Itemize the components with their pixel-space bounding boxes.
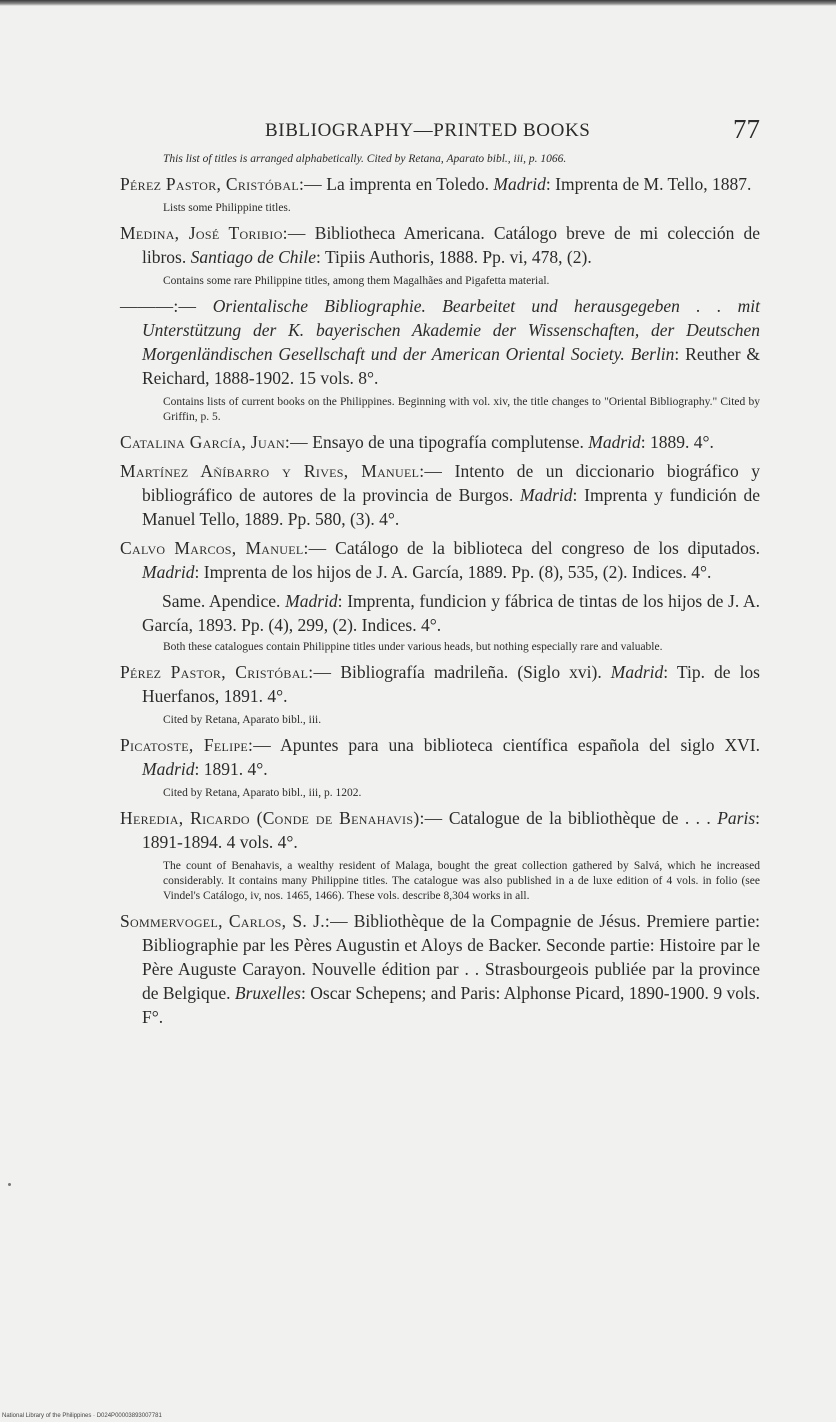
- bibliography-entry: [120, 806, 760, 854]
- entry-imprint: : Imprenta, fundicion y fábrica de tintas de los hijos de J. A. García, 1893. Pp. (4), 299, (2). Indices. 4°.: [142, 591, 760, 635]
- entry-title: Intento de un diccionario biográfico y bibliográfico de autores de la provincia de Burgos.: [142, 461, 760, 505]
- entry-supplement: [142, 589, 760, 637]
- entry-note: Contains lists of current books on the Philippines. Beginning with vol. xiv, the title changes to "Oriental Bibliography." Cited by Griffin, p. 5.: [163, 396, 760, 423]
- entry-note: Both these catalogues contain Philippine titles under various heads, but nothing especially rare and valuable.: [163, 641, 663, 653]
- entry-title: Apuntes para una biblioteca científica española del siglo XVI.: [280, 735, 760, 755]
- entry-imprint: : Oscar Schepens; and Paris: Alphonse Picard, 1890-1900. 9 vols. F°.: [142, 983, 761, 1027]
- entry-author: ———:—: [120, 296, 197, 316]
- entry-place: Santiago de Chile: [190, 247, 317, 267]
- entry-title: Catalogue de la bibliothèque de . . .: [448, 808, 711, 828]
- entry-place: Berlin: [630, 344, 675, 364]
- entry-place: Madrid: [520, 485, 573, 505]
- entry-imprint: : Imprenta y fundición de Manuel Tello, 1889. Pp. 580, (3). 4°.: [142, 485, 760, 529]
- entry-place: Madrid: [493, 174, 546, 194]
- entry-imprint: : Imprenta de M. Tello, 1887.: [545, 174, 752, 194]
- entry-title: Same. Apendice.: [162, 591, 281, 611]
- entry-place: Madrid: [142, 562, 195, 582]
- entry-note: Lists some Philippine titles.: [163, 202, 291, 214]
- entry-imprint: : Imprenta de los hijos de J. A. García, 1889. Pp. (8), 535, (2). Indices. 4°.: [194, 562, 712, 582]
- entry-author: Heredia, Ricardo (Conde de Benahavis):—: [120, 808, 443, 828]
- entry-author: Calvo Marcos, Manuel:—: [120, 538, 327, 558]
- entry-imprint: : 1889. 4°.: [640, 432, 714, 452]
- entry-author: Martínez Añíbarro y Rives, Manuel:—: [120, 461, 443, 481]
- bibliography-entry: [120, 172, 760, 196]
- bibliography-entries: [120, 152, 760, 1029]
- entry-place: Madrid: [285, 591, 338, 611]
- entry-place: Paris: [717, 808, 756, 828]
- running-head-title: BIBLIOGRAPHY—PRINTED BOOKS: [265, 120, 591, 141]
- bibliography-entry: [120, 430, 760, 454]
- entry-note: Cited by Retana, Aparato bibl., iii.: [163, 714, 322, 726]
- entry-imprint: : 1891. 4°.: [194, 759, 268, 779]
- book-page: [120, 112, 760, 1034]
- running-head: [120, 112, 760, 152]
- entry-title: La imprenta en Toledo.: [326, 174, 490, 194]
- entry-author: Pérez Pastor, Cristóbal:—: [120, 662, 332, 682]
- entry-note: Cited by Retana, Aparato bibl., iii, p. 1202.: [163, 787, 362, 799]
- entry-note: Contains some rare Philippine titles, among them Magalhães and Pigafetta material.: [163, 275, 550, 287]
- entry-imprint: : Reuther & Reichard, 1888-1902. 15 vols. 8°.: [142, 344, 761, 388]
- entry-author: Pérez Pastor, Cristóbal:—: [120, 174, 322, 194]
- entry-note: The count of Benahavis, a wealthy resident of Malaga, bought the great collection gathered by Salvá, which he increased considerably. It contains many Philippine titles. The catalogue was also published in a de luxe edition of 4 vols. in folio (see Vindel's Catálogo, iv, nos. 1465, 1466). These vols. describe 8,304 works in all.: [163, 860, 760, 902]
- intro-note: This list of titles is arranged alphabetically. Cited by Retana, Aparato bibl., iii, p. 1066.: [163, 153, 567, 165]
- bibliography-entry: [120, 221, 760, 269]
- entry-place: Madrid: [610, 662, 664, 682]
- entry-place: Madrid: [142, 759, 195, 779]
- entry-title: Ensayo de una tipografía complutense.: [312, 432, 584, 452]
- entry-imprint: : 1891-1894. 4 vols. 4°.: [142, 808, 761, 852]
- page-number: 77: [733, 114, 760, 144]
- entry-author: Sommervogel, Carlos, S. J.:—: [120, 911, 348, 931]
- bibliography-entry: [120, 733, 760, 781]
- entry-place: Bruxelles: [234, 983, 301, 1003]
- entry-author: Catalina García, Juan:—: [120, 432, 308, 452]
- entry-title: Orientalische Bibliographie. Bearbeitet und herausgegeben . . mit Unterstützung der K. bayerischen Akademie der Wissenschaften, der Deutschen Morgenländischen Gesellschaft und der American Oriental Society.: [142, 296, 760, 364]
- entry-title: Catálogo de la biblioteca del congreso de los diputados.: [335, 538, 761, 558]
- entry-place: Madrid: [588, 432, 641, 452]
- entry-title: Bibliografía madrileña. (Siglo xvi).: [340, 662, 602, 682]
- bibliography-entry: [120, 459, 760, 531]
- bibliography-entry: [120, 294, 760, 390]
- entry-imprint: : Tipiis Authoris, 1888. Pp. vi, 478, (2).: [316, 247, 592, 267]
- entry-author: Medina, José Toribio:—: [120, 223, 306, 243]
- entry-author: Picatoste, Felipe:—: [120, 735, 272, 755]
- bibliography-entry: [120, 536, 760, 584]
- entry-title: Bibliothèque de la Compagnie de Jésus. Premiere partie: Bibliographie par les Pères Augustin et Aloys de Backer. Seconde partie: Histoire par le Père Auguste Carayon. Nouvelle édition par . . Strasbourgeois publiée par la province de Belgique.: [142, 911, 761, 1003]
- scan-credit: National Library of the Philippines · D024P00003893007781: [2, 1413, 162, 1419]
- bibliography-entry: [120, 909, 760, 1029]
- entry-imprint: : Tip. de los Huerfanos, 1891. 4°.: [142, 662, 760, 706]
- bibliography-entry: [120, 660, 760, 708]
- entry-title: Bibliotheca Americana. Catálogo breve de mi colección de libros.: [142, 223, 761, 267]
- page-top-edge: [0, 0, 836, 6]
- margin-speck: [8, 1183, 11, 1186]
